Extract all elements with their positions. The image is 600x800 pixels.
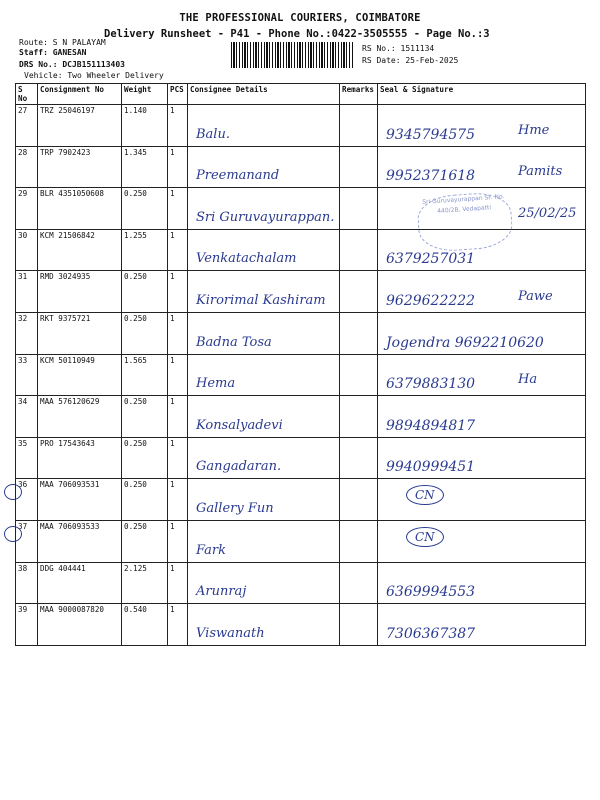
pcs-value: 1 [168, 520, 188, 562]
serial-number-text: 34 [18, 397, 28, 407]
barcode-image [231, 42, 353, 68]
receiver-phone: 6379257031 [386, 251, 476, 268]
remarks-cell [340, 105, 378, 147]
staff-line [19, 48, 86, 57]
pcs-value: 1 [168, 604, 188, 646]
consignee-details [188, 146, 340, 188]
serial-number [16, 437, 38, 479]
receiver-phone: 9629622222 [386, 292, 476, 309]
cn-mark: CN [406, 527, 444, 547]
drs-label: DRS No.: [19, 60, 58, 69]
seal-signature [378, 354, 586, 396]
consignment-number: TRZ 25046197 [38, 105, 122, 147]
cn-mark: CN [406, 485, 444, 505]
consignee-details [188, 520, 340, 562]
signature-scrawl: Hme [518, 122, 550, 138]
weight-value: 1.565 [122, 354, 168, 396]
col-consignment: Consignment No [38, 84, 122, 105]
serial-number-text: 33 [18, 355, 28, 365]
consignee-name: Fark [196, 542, 226, 558]
seal-signature [378, 604, 586, 646]
consignee-details [188, 354, 340, 396]
receiver-phone: 7306367387 [386, 625, 476, 642]
signature-scrawl: Ha [518, 372, 538, 388]
rs-date: RS Date: 25-Feb-2025 [362, 56, 459, 65]
circled-mark [4, 526, 22, 542]
col-consignee: Consignee Details [188, 84, 340, 105]
remarks-cell [340, 437, 378, 479]
serial-number [16, 188, 38, 230]
remarks-cell [340, 271, 378, 313]
consignment-number: DDG 404441 [38, 562, 122, 604]
consignee-details [188, 229, 340, 271]
serial-number-text: 28 [18, 147, 28, 157]
weight-value: 0.250 [122, 520, 168, 562]
seal-signature [378, 520, 586, 562]
consignee-details [188, 188, 340, 230]
seal-signature [378, 271, 586, 313]
serial-number [16, 105, 38, 147]
company-title: THE PROFESSIONAL COURIERS, COIMBATORE [179, 12, 421, 24]
receiver-phone: Jogendra 9692210620 [386, 334, 544, 351]
table-row [16, 479, 586, 521]
signature-scrawl: Pamits [518, 164, 563, 180]
serial-number [16, 396, 38, 438]
serial-number [16, 479, 38, 521]
weight-value: 1.345 [122, 146, 168, 188]
serial-number-text: 27 [18, 106, 28, 115]
remarks-cell [340, 188, 378, 230]
consignee-details [188, 271, 340, 313]
consignment-number: MAA 706093533 [38, 520, 122, 562]
table-row [16, 604, 586, 646]
table-row [16, 354, 586, 396]
serial-number-text: 31 [18, 272, 28, 282]
staff-label: Staff: [19, 48, 48, 57]
route-label: Route: S N PALAYAM [19, 38, 106, 47]
consignee-details [188, 562, 340, 604]
consignee-name: Gangadaran. [196, 459, 282, 475]
consignment-number: MAA 576120629 [38, 396, 122, 438]
consignee-name: Kirorimal Kashiram [196, 292, 326, 308]
serial-number [16, 604, 38, 646]
consignee-details [188, 479, 340, 521]
pcs-value: 1 [168, 188, 188, 230]
weight-value: 1.255 [122, 229, 168, 271]
seal-signature [378, 437, 586, 479]
consignment-number: RKT 9375721 [38, 312, 122, 354]
receiver-phone: 6379883130 [386, 376, 476, 393]
col-weight: Weight [122, 84, 168, 105]
serial-number [16, 271, 38, 313]
consignment-number: PRO 17543643 [38, 437, 122, 479]
seal-signature [378, 146, 586, 188]
remarks-cell [340, 520, 378, 562]
remarks-cell [340, 146, 378, 188]
consignee-name: Preemanand [196, 168, 280, 184]
remarks-cell [340, 562, 378, 604]
table-row [16, 188, 586, 230]
consignment-number: RMD 3024935 [38, 271, 122, 313]
receiver-phone: 9940999451 [386, 459, 476, 476]
pcs-value: 1 [168, 354, 188, 396]
serial-number-text: 38 [18, 563, 28, 573]
serial-number-text: 30 [18, 230, 28, 240]
consignee-details [188, 604, 340, 646]
consignee-name: Gallery Fun [196, 500, 274, 516]
weight-value: 0.250 [122, 271, 168, 313]
seal-signature [378, 105, 586, 147]
consignee-name: Sri Guruvayurappan. [196, 209, 335, 225]
consignment-number: BLR 4351050608 [38, 188, 122, 230]
serial-number [16, 520, 38, 562]
drs-value: DCJB151113403 [62, 60, 125, 69]
consignee-details [188, 312, 340, 354]
consignment-number: MAA 9000087820 [38, 604, 122, 646]
signature-scrawl: 25/02/25 [518, 205, 577, 221]
serial-number [16, 562, 38, 604]
receiver-phone: 6369994553 [386, 584, 476, 601]
pcs-value: 1 [168, 437, 188, 479]
consignee-name: Hema [196, 376, 236, 392]
circled-mark [4, 484, 22, 500]
remarks-cell [340, 604, 378, 646]
table-row [16, 312, 586, 354]
seal-signature [378, 312, 586, 354]
serial-number-text: 39 [18, 605, 28, 615]
receiver-phone: 9345794575 [386, 126, 476, 143]
seal-stamp: Sri Guruvayurappan SF. No. 440/2B, Vedapatti [416, 191, 514, 253]
serial-number-text: 29 [18, 189, 28, 199]
pcs-value: 1 [168, 312, 188, 354]
serial-number [16, 146, 38, 188]
weight-value: 1.140 [122, 105, 168, 147]
col-sno: S No [16, 84, 38, 105]
consignee-name: Venkatachalam [196, 251, 297, 267]
serial-number [16, 354, 38, 396]
remarks-cell [340, 479, 378, 521]
consignee-name: Balu. [196, 126, 230, 142]
signature-scrawl: Pawe [518, 288, 553, 304]
pcs-value: 1 [168, 271, 188, 313]
weight-value: 0.250 [122, 479, 168, 521]
receiver-phone: 9894894817 [386, 417, 476, 434]
col-remarks: Remarks [340, 84, 378, 105]
runsheet-subtitle: Delivery Runsheet - P41 - Phone No.:0422-3505555 - Page No.:3 [104, 28, 490, 40]
table-row [16, 146, 586, 188]
seal-signature [378, 479, 586, 521]
drs-line [19, 60, 125, 69]
col-pcs: PCS [168, 84, 188, 105]
consignee-name: Viswanath [196, 625, 265, 641]
remarks-cell [340, 354, 378, 396]
weight-value: 0.250 [122, 188, 168, 230]
serial-number-text: 32 [18, 313, 28, 323]
pcs-value: 1 [168, 146, 188, 188]
consignment-number: MAA 706093531 [38, 479, 122, 521]
consignee-details [188, 437, 340, 479]
weight-value: 2.125 [122, 562, 168, 604]
remarks-cell [340, 229, 378, 271]
runsheet-table [15, 83, 586, 646]
table-row [16, 271, 586, 313]
pcs-value: 1 [168, 229, 188, 271]
receiver-phone: 9952371618 [386, 168, 476, 185]
seal-signature [378, 562, 586, 604]
seal-signature [378, 396, 586, 438]
consignee-name: Badna Tosa [196, 334, 272, 350]
seal-signature [378, 229, 586, 271]
weight-value: 0.250 [122, 396, 168, 438]
serial-number-text: 37 [18, 521, 28, 531]
serial-number-text: 36 [18, 480, 28, 490]
pcs-value: 1 [168, 105, 188, 147]
staff-value: GANESAN [52, 48, 87, 57]
table-row [16, 562, 586, 604]
table-row [16, 396, 586, 438]
table-header-row [16, 84, 586, 105]
rs-number: RS No.: 1511134 [362, 44, 435, 53]
serial-number-text: 35 [18, 438, 28, 448]
weight-value: 0.250 [122, 437, 168, 479]
pcs-value: 1 [168, 396, 188, 438]
consignment-number: KCM 21506842 [38, 229, 122, 271]
consignee-details [188, 105, 340, 147]
serial-number [16, 312, 38, 354]
table-row [16, 105, 586, 147]
consignee-name: Arunraj [196, 584, 247, 600]
remarks-cell [340, 396, 378, 438]
col-seal-signature: Seal & Signature [378, 84, 586, 105]
vehicle-label: Vehicle: Two Wheeler Delivery [24, 71, 164, 80]
weight-value: 0.250 [122, 312, 168, 354]
consignee-name: Konsalyadevi [196, 417, 283, 433]
table-row [16, 229, 586, 271]
table-row [16, 437, 586, 479]
pcs-value: 1 [168, 479, 188, 521]
serial-number [16, 229, 38, 271]
consignment-number: TRP 7902423 [38, 146, 122, 188]
pcs-value: 1 [168, 562, 188, 604]
weight-value: 0.540 [122, 604, 168, 646]
seal-signature [378, 188, 586, 230]
table-row [16, 520, 586, 562]
consignment-number: KCM 50110949 [38, 354, 122, 396]
remarks-cell [340, 312, 378, 354]
consignee-details [188, 396, 340, 438]
